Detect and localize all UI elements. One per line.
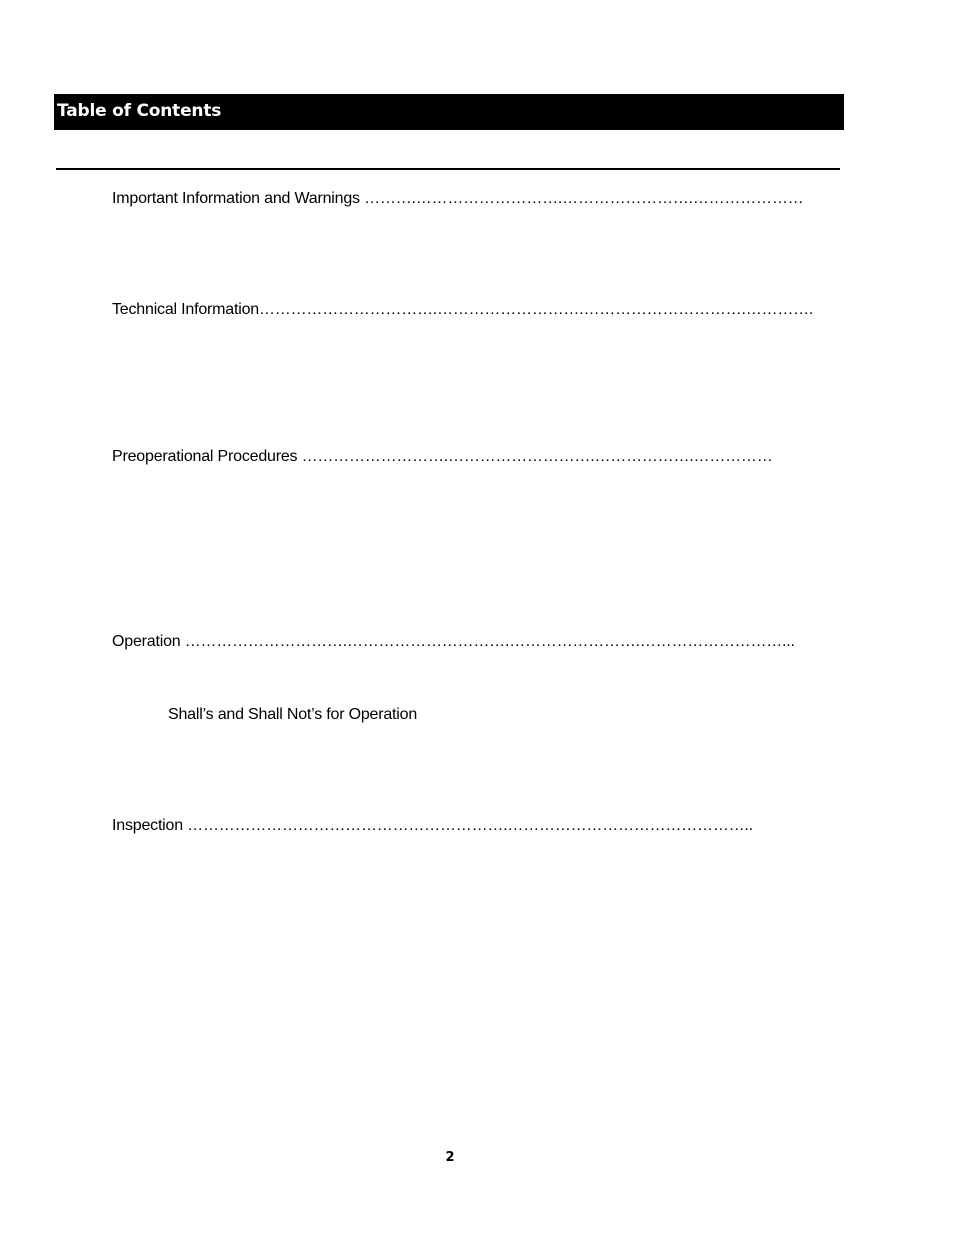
toc-heading: Table of Contents (57, 101, 222, 121)
header-divider (56, 168, 840, 170)
toc-entry-technical-information: Technical Information…………………………….……………………….………………………….…………. (112, 301, 814, 318)
toc-entry-operation: Operation ………………………….………………………….…………………….………………………... (112, 633, 795, 650)
toc-subentry-shalls: Shall’s and Shall Not’s for Operation (168, 706, 418, 723)
toc-entry-important-information: Important Information and Warnings ……….……………………….…………………….………………… (112, 190, 804, 207)
toc-entry-inspection: Inspection …………………………………………………….……………………………………….. (112, 817, 753, 834)
toc-entry-preoperational-procedures: Preoperational Procedures ……………………….……………………….……………….…………… (112, 448, 773, 465)
toc-header-bar (54, 94, 844, 130)
page-number: 2 (445, 1150, 455, 1165)
